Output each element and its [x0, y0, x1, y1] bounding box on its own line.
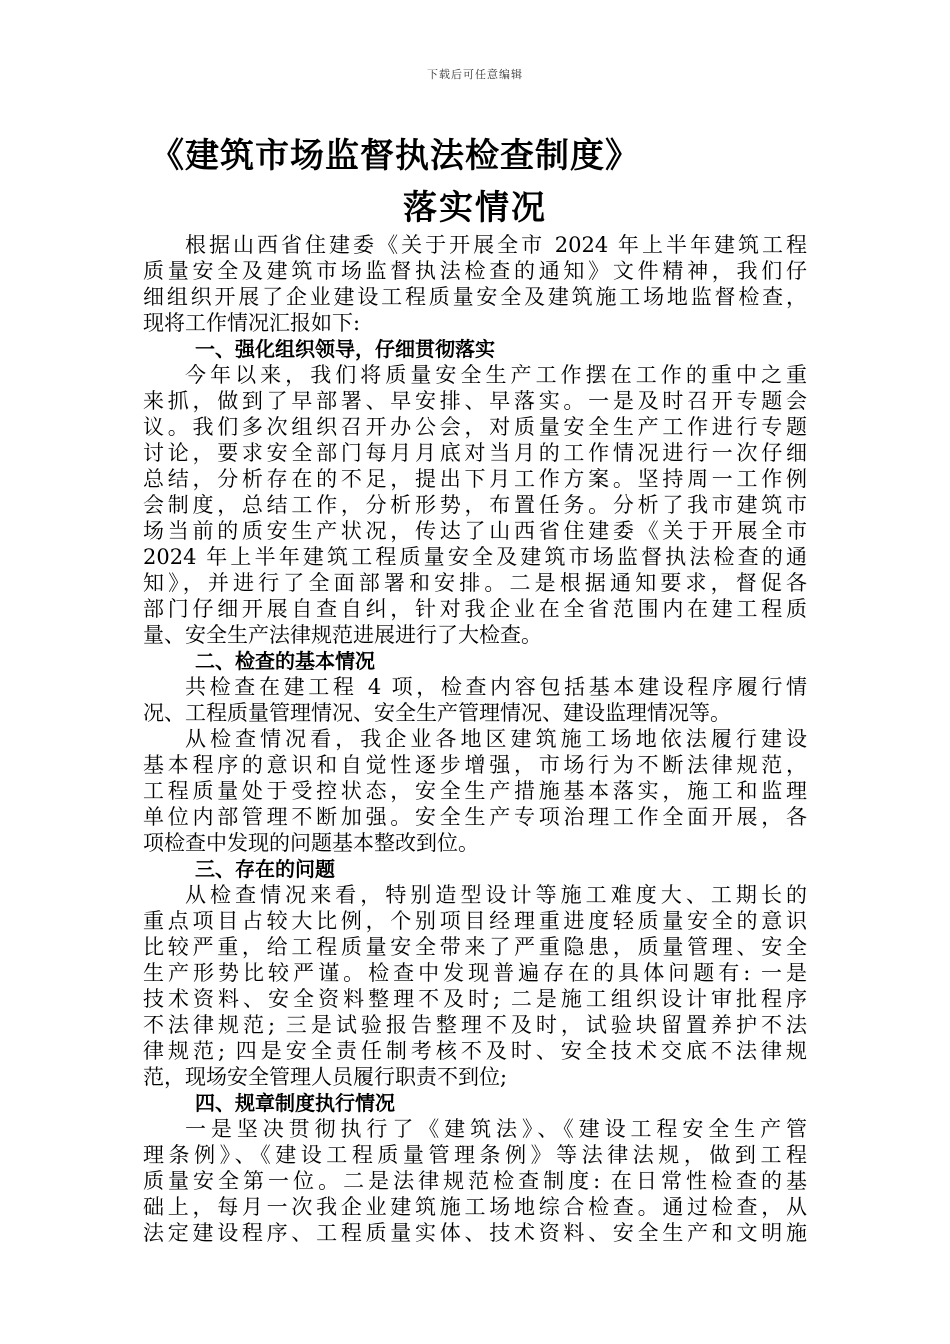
section-heading: 二、检查的基本情况: [195, 649, 375, 673]
body-text-line: 工程质量处于受控状态，安全生产措施基本落实，施工和监理: [143, 779, 807, 803]
body-text-line: 2024 年上半年建筑工程质量安全及建筑市场监督执法检查的通: [143, 545, 807, 569]
document-body: [143, 232, 807, 1246]
section-heading: 一、强化组织领导，仔细贯彻落实: [195, 337, 495, 361]
body-text-line: 理条例》、《建设工程质量管理条例》等法律法规，做到工程: [143, 1143, 807, 1167]
body-text-line: 从检查情况看，我企业各地区建筑施工场地依法履行建设: [185, 727, 807, 751]
body-text-line: 生产形势比较严谨。检查中发现普遍存在的具体问题有: 一是: [143, 961, 807, 985]
document-title: 《建筑市场监督执法检查制度》: [150, 136, 640, 176]
body-text-line: 法定建设程序、工程质量实体、技术资料、安全生产和文明施: [143, 1221, 807, 1245]
body-text-line: 质量安全及建筑市场监督执法检查的通知》文件精神，我们仔: [143, 259, 807, 283]
body-text-line: 单位内部管理不断加强。安全生产专项治理工作全面开展，各: [143, 805, 807, 829]
body-text-line: 从检查情况来看，特别造型设计等施工难度大、工期长的: [185, 883, 807, 907]
body-text-line: 细组织开展了企业建设工程质量安全及建筑施工场地监督检查，: [143, 285, 807, 309]
body-text-line: 共检查在建工程 4 项，检查内容包括基本建设程序履行情: [185, 675, 807, 699]
section-heading: 四、规章制度执行情况: [195, 1091, 395, 1115]
body-text-line: 量、安全生产法律规范进展进行了大检查。: [143, 623, 542, 647]
page-header-note: 下载后可任意编辑: [427, 68, 523, 81]
body-text-line: 技术资料、安全资料整理不及时; 二是施工组织设计审批程序: [143, 987, 807, 1011]
document-subtitle: 落实情况: [403, 188, 547, 228]
body-text-line: 会制度，总结工作，分析形势，布置任务。分析了我市建筑市: [143, 493, 807, 517]
body-text-line: 项检查中发现的问题基本整改到位。: [143, 831, 479, 855]
body-text-line: 础上，每月一次我企业建筑施工场地综合检查。通过检查，从: [143, 1195, 807, 1219]
body-text-line: 场当前的质安生产状况，传达了山西省住建委《关于开展全市: [143, 519, 807, 543]
body-text-line: 根据山西省住建委《关于开展全市 2024 年上半年建筑工程: [185, 233, 807, 257]
body-text-line: 基本程序的意识和自觉性逐步增强，市场行为不断法律规范，: [143, 753, 807, 777]
body-text-line: 况、工程质量管理情况、安全生产管理情况、建设监理情况等。: [143, 701, 731, 725]
body-text-line: 律规范; 四是安全责任制考核不及时、安全技术交底不法律规: [143, 1039, 807, 1063]
body-text-line: 重点项目占较大比例，个别项目经理重进度轻质量安全的意识: [143, 909, 807, 933]
body-text-line: 不法律规范; 三是试验报告整理不及时，试验块留置养护不法: [143, 1013, 807, 1037]
body-text-line: 范，现场安全管理人员履行职责不到位;: [143, 1065, 508, 1089]
body-text-line: 今年以来，我们将质量安全生产工作摆在工作的重中之重: [185, 363, 807, 387]
body-text-line: 比较严重，给工程质量安全带来了严重隐患，质量管理、安全: [143, 935, 807, 959]
body-text-line: 来抓，做到了早部署、早安排、早落实。一是及时召开专题会: [143, 389, 807, 413]
body-text-line: 一是坚决贯彻执行了《建筑法》、《建设工程安全生产管: [185, 1117, 807, 1141]
body-text-line: 总结，分析存在的不足，提出下月工作方案。坚持周一工作例: [143, 467, 807, 491]
section-heading: 三、存在的问题: [195, 857, 335, 881]
body-text-line: 知》，并进行了全面部署和安排。二是根据通知要求，督促各: [143, 571, 807, 595]
body-text-line: 现将工作情况汇报如下:: [143, 311, 361, 335]
body-text-line: 质量安全第一位。二是法律规范检查制度: 在日常性检查的基: [143, 1169, 807, 1193]
body-text-line: 议。我们多次组织召开办公会，对质量安全生产工作进行专题: [143, 415, 807, 439]
body-text-line: 部门仔细开展自查自纠，针对我企业在全省范围内在建工程质: [143, 597, 807, 621]
body-text-line: 讨论，要求安全部门每月月底对当月的工作情况进行一次仔细: [143, 441, 807, 465]
